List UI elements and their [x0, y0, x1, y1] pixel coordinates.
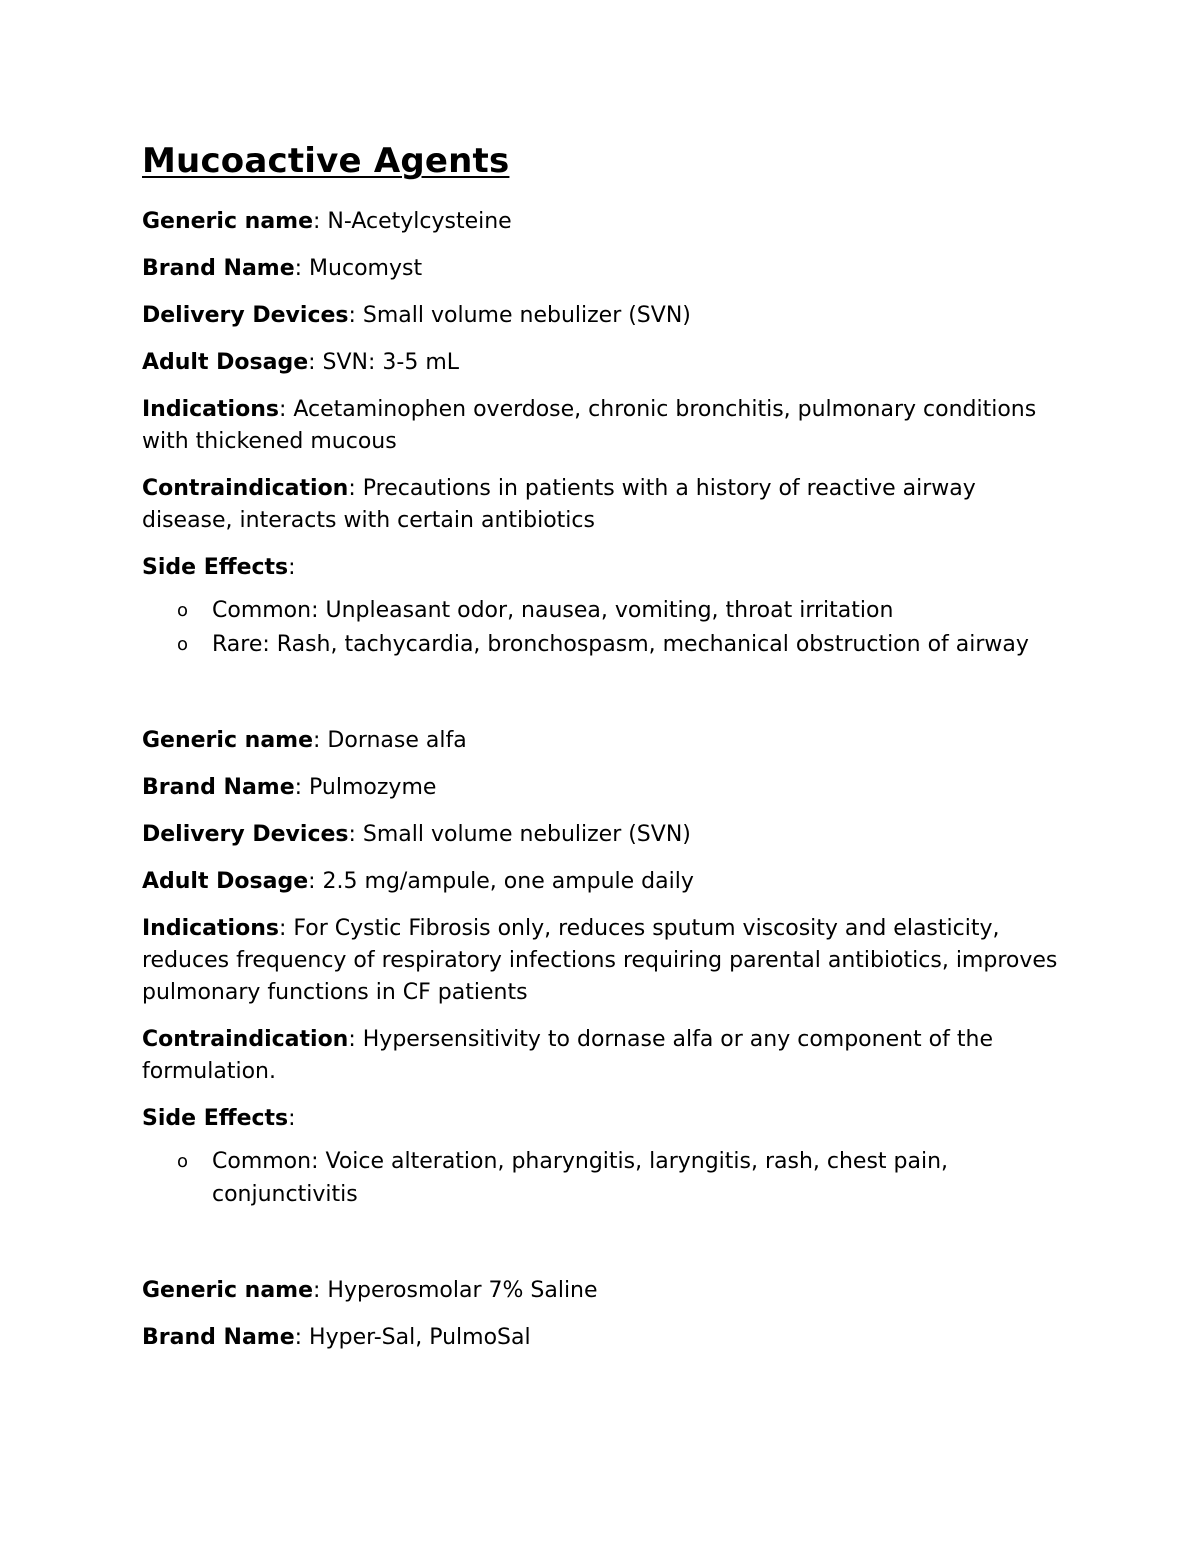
page-title: Mucoactive Agents: [142, 141, 510, 181]
field-separator: :: [308, 350, 323, 375]
indications-field: [142, 913, 1070, 1009]
field-value: Hyperosmolar 7% Saline: [327, 1278, 598, 1303]
list-item: [142, 1145, 1070, 1211]
field-label: Contraindication: [142, 1027, 349, 1052]
field-label: Delivery Devices: [142, 822, 349, 847]
field-label: Generic name: [142, 728, 314, 753]
field-value: Precautions in patients with a history of reactive airway disease, interacts with certain antibiotics: [142, 476, 976, 533]
field-separator: :: [294, 1325, 310, 1350]
field-separator: :: [348, 303, 363, 328]
field-value: SVN: 3-5 mL: [322, 350, 460, 375]
generic-name-field: [142, 206, 1070, 238]
list-item: [142, 628, 1070, 661]
field-separator: :: [348, 1027, 363, 1052]
drug-entry-dornase-alfa: [142, 725, 1070, 1211]
drug-entry-n-acetylcysteine: [142, 206, 1070, 661]
field-value: N-Acetylcysteine: [327, 209, 512, 234]
field-value: Pulmozyme: [309, 775, 437, 800]
field-value: Dornase alfa: [327, 728, 467, 753]
field-separator: :: [313, 728, 328, 753]
contraindication-field: [142, 473, 1070, 537]
adult-dosage-field: [142, 347, 1070, 379]
generic-name-field: [142, 725, 1070, 757]
drug-entry-hyperosmolar-saline: [142, 1275, 1070, 1354]
side-effects-heading: [142, 1103, 1070, 1135]
delivery-devices-field: [142, 819, 1070, 851]
field-colon: :: [288, 555, 296, 580]
list-item-text: Rare: Rash, tachycardia, bronchospasm, mechanical obstruction of airway: [212, 632, 1029, 657]
field-label: Brand Name: [142, 1325, 295, 1350]
field-separator: :: [294, 775, 310, 800]
list-item-text: Common: Voice alteration, pharyngitis, laryngitis, rash, chest pain, conjunctivitis: [212, 1149, 949, 1207]
delivery-devices-field: [142, 300, 1070, 332]
field-label: Generic name: [142, 209, 314, 234]
field-separator: :: [294, 256, 310, 281]
field-label: Brand Name: [142, 256, 295, 281]
indications-field: [142, 394, 1070, 458]
adult-dosage-field: [142, 866, 1070, 898]
field-value: Mucomyst: [309, 256, 423, 281]
field-label: Adult Dosage: [142, 350, 309, 375]
brand-name-field: [142, 1322, 1070, 1354]
field-separator: :: [278, 916, 294, 941]
side-effects-list: [142, 594, 1070, 661]
field-value: Hypersensitivity to dornase alfa or any component of the formulation.: [142, 1027, 993, 1084]
side-effects-heading: [142, 552, 1070, 584]
field-label: Indications: [142, 916, 279, 941]
field-label: Adult Dosage: [142, 869, 309, 894]
field-separator: :: [313, 1278, 328, 1303]
bullet-icon: o: [177, 600, 189, 621]
bullet-icon: o: [177, 634, 189, 655]
bullet-icon: o: [177, 1151, 189, 1172]
field-separator: :: [348, 822, 363, 847]
field-label: Side Effects: [142, 1106, 289, 1131]
field-label: Side Effects: [142, 555, 289, 580]
field-separator: :: [313, 209, 328, 234]
brand-name-field: [142, 253, 1070, 285]
field-label: Brand Name: [142, 775, 295, 800]
field-label: Contraindication: [142, 476, 349, 501]
field-separator: :: [278, 397, 294, 422]
side-effects-list: [142, 1145, 1070, 1211]
contraindication-field: [142, 1024, 1070, 1088]
field-label: Generic name: [142, 1278, 314, 1303]
field-value: For Cystic Fibrosis only, reduces sputum viscosity and elasticity, reduces frequency of respiratory infections requiring parental antibiotics, improves pulmonary functions in CF patients: [142, 916, 1058, 1005]
field-value: Hyper-Sal, PulmoSal: [309, 1325, 531, 1350]
list-item: [142, 594, 1070, 627]
list-item-text: Common: Unpleasant odor, nausea, vomiting, throat irritation: [212, 598, 894, 623]
field-label: Delivery Devices: [142, 303, 349, 328]
field-separator: :: [308, 869, 323, 894]
field-value: Small volume nebulizer (SVN): [362, 303, 691, 328]
field-value: 2.5 mg/ampule, one ampule daily: [322, 869, 694, 894]
field-value: Acetaminophen overdose, chronic bronchitis, pulmonary conditions with thickened mucous: [142, 397, 1037, 454]
field-separator: :: [348, 476, 363, 501]
field-label: Indications: [142, 397, 279, 422]
field-value: Small volume nebulizer (SVN): [362, 822, 691, 847]
generic-name-field: [142, 1275, 1070, 1307]
field-colon: :: [288, 1106, 296, 1131]
brand-name-field: [142, 772, 1070, 804]
